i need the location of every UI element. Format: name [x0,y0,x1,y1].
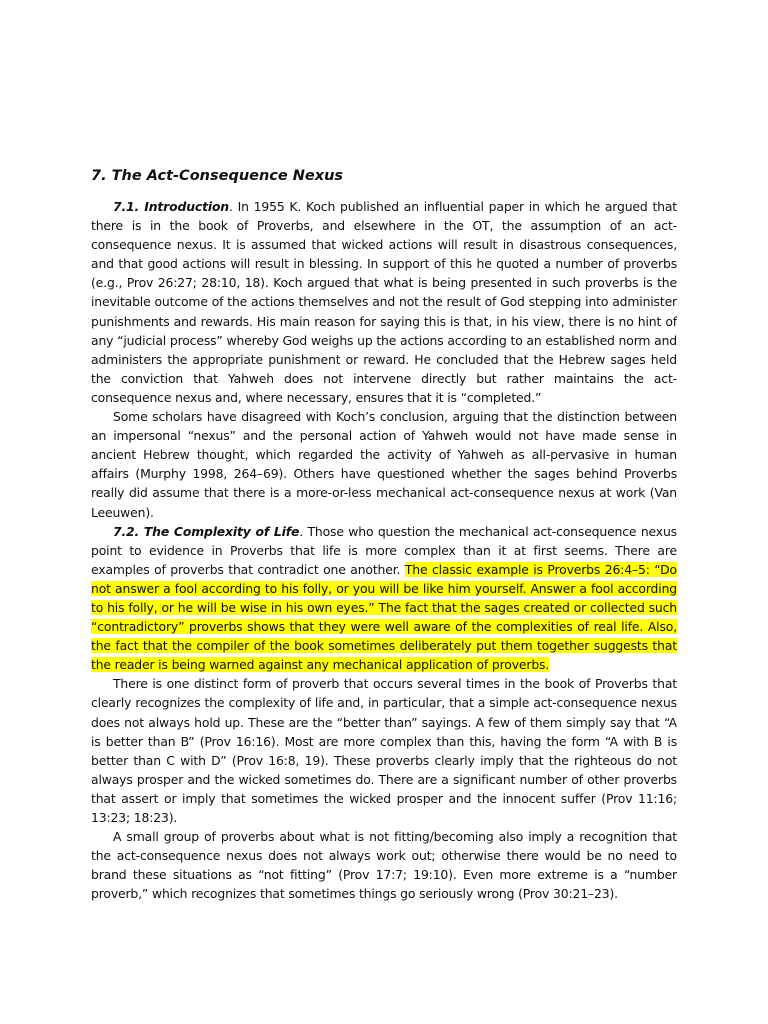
paragraph-lead-in: 7.1. Introduction [113,199,229,214]
paragraph-text: Some scholars have disagreed with Koch’s conclusion, arguing that the distinction between an impersonal “nexus” and the personal action of Yahweh would not have made sense in ancient Hebrew thought, which regarded the activity of Yahweh as all-pervasive in human affairs (Murphy 1998, 264–69). Others have questioned whether the sages behind Proverbs really did assume that there is a more-or-less mechanical act-consequence nexus at work (Van Leeuwen). [91,409,677,520]
section-title: 7. The Act-Consequence Nexus [91,168,344,184]
paragraph-lead-in: 7.2. The Complexity of Life [113,523,300,539]
paragraph-text: . In 1955 K. Koch published an influential paper in which he argued that there is in the book of Proverbs, and elsewhere in the OT, the assumption of an act-consequence nexus. It is assumed that wicked actions will result in disastrous consequences, and that good actions will result in blessing. In support of this he quoted a number of proverbs (e.g., Prov 26:27; 28:10, 18). Koch argued that what is being presented in such proverbs is the inevitable outcome of the actions themselves and not the result of God stepping into administer punishments and rewards. His main reason for saying this is that, in his view, there is no hint of any “judicial process” whereby God weighs up the actions according to an established norm and administers the appropriate punishment or reward. He concluded that the Hebrew sages held the conviction that Yahweh does not intervene directly but rather maintains the act-consequence nexus and, where necessary, ensures that it is “completed.” [91,199,678,405]
paragraph-better-than-sayings [91,674,677,827]
highlighted-passage: The classic example is Proverbs 26:4–5: “Do not answer a fool according to his folly, or you will be like him yourself. Answer a fool according to his folly, or he will be wise in his own eyes.” The fact that the sages created or collected such “contradictory” proverbs shows that they were well aware of the complexities of real life. Also, the fact that the compiler of the book sometimes deliberately put them together suggests that the reader is being warned against any mechanical application of proverbs. [91,561,677,673]
paragraph-introduction [91,197,677,407]
paragraph-text: A small group of proverbs about what is not fitting/becoming also imply a recognition that the act-consequence nexus does not always work out; otherwise there would be no need to brand these situations as “not fitting” (Prov 17:7; 19:10). Even more extreme is a “number proverb,” which recognizes that sometimes things go seriously wrong (Prov 30:21–23). [91,829,677,902]
paragraph-text: There is one distinct form of proverb that occurs several times in the book of Proverbs that clearly recognizes the complexity of life and, in particular, that a simple act-consequence nexus does not always hold up. These are the “better than” sayings. A few of them simply say that “A is better than B” (Prov 16:16). Most are more complex than this, having the form “A with B is better than C with D” (Prov 16:8, 19). These proverbs clearly imply that the righteous do not always prosper and the wicked sometimes do. There are a significant number of other proverbs that assert or imply that sometimes the wicked prosper and the innocent suffer (Prov 11:16; 13:23; 18:23). [91,676,677,825]
paragraph-complexity-of-life [91,522,677,675]
paragraph-text: . Those who question the mechanical act-consequence nexus point to evidence in Proverbs that life is more complex than it at first seems. There are examples of proverbs that contradict one another. [91,523,677,577]
paragraph-not-fitting [91,827,677,903]
paragraph-koch-critique [91,407,677,522]
